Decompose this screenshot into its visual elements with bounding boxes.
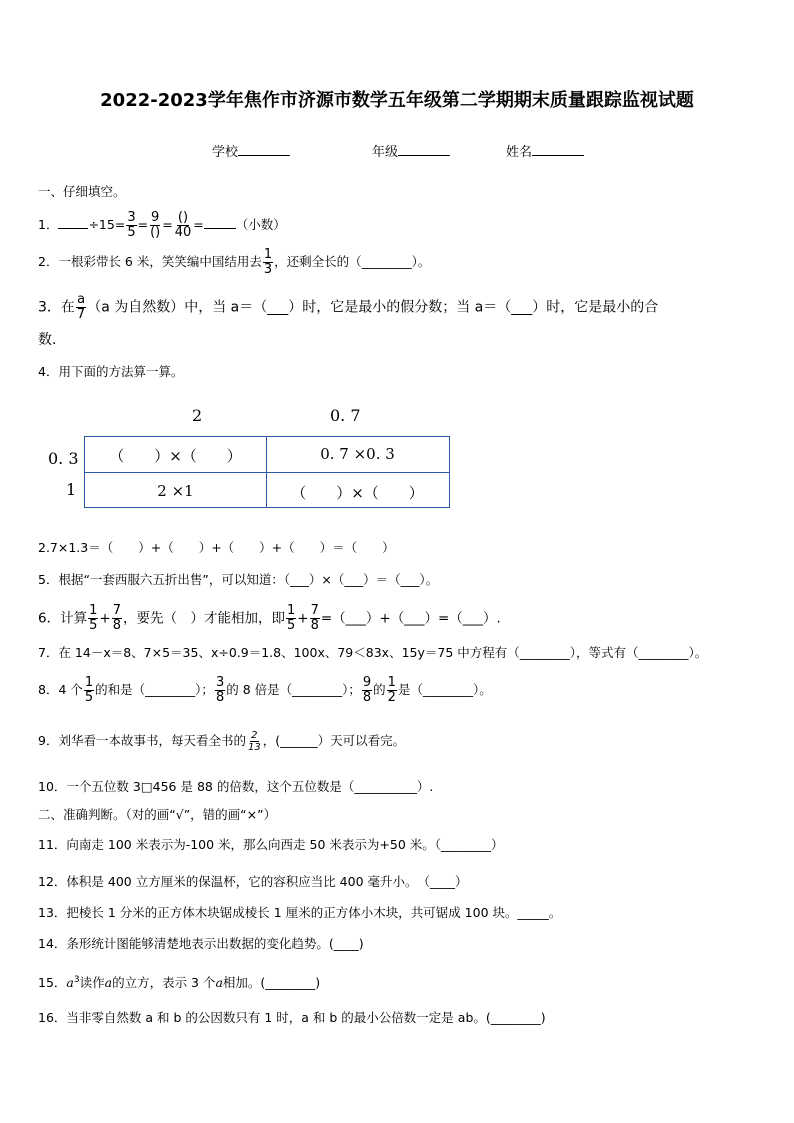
grid-top-right-label: 0. 7	[330, 406, 361, 425]
grid-cell-2-1: 2 ×1	[157, 482, 194, 500]
grid-cell-1-2: 0. 7 ×0. 3	[320, 445, 395, 463]
grid-cell-1-1[interactable]: （ ）×（ ）	[109, 447, 242, 465]
question-4: 4．用下面的方法算一算。	[38, 364, 184, 379]
question-2: 2．一根彩带长 6 米，笑笑编中国结用去 $\frac{1}{3}$ ，还剩全长的（________）。	[38, 247, 431, 277]
question-6: 6．计算 $\frac{1}{5}$ + $\frac{7}{8}$ ，要先（ ）才能相加，即 $\frac{1}{5}$ + $\frac{7}{8}$ =（___）+（___）=（___）.	[38, 603, 501, 633]
question-7: 7．在 14－x＝8、7×5＝35、x÷0.9＝1.8、100x、79＜83x、15y＝75 中方程有（________），等式有（________）。	[38, 645, 708, 660]
school-field[interactable]	[212, 141, 290, 160]
school-label: 学校	[212, 145, 239, 160]
question-10: 10．一个五位数 3□456 是 88 的倍数，这个五位数是（__________）.	[38, 779, 434, 794]
question-9: 9．刘华看一本故事书，每天看全书的 $\frac{2}{13}$ ，(______）天可以看完。	[38, 730, 406, 753]
question-4-expression: 2.7×1.3＝（ ）+（ ）+（ ）+（ ）＝（ ）	[38, 540, 395, 555]
question-11: 11．向南走 100 米表示为-100 米，那么向西走 50 米表示为+50 米。（________）	[38, 837, 504, 852]
question-3-continued: 数.	[38, 332, 57, 348]
grade-field[interactable]	[372, 141, 450, 160]
question-3: 3．在 $\frac{a}{7}$ （a 为自然数）中，当 a＝（___）时，它是最小的假分数；当 a＝（___）时，它是最小的合	[38, 292, 659, 322]
question-15: 15．$a^3$读作a的立方，表示 3 个a相加。(________)	[38, 975, 321, 991]
multiplication-grid	[84, 436, 450, 508]
question-13: 13．把棱长 1 分米的正方体木块锯成棱长 1 厘米的正方体小木块，共可锯成 100 块。_____。	[38, 905, 562, 920]
page-title: 2022-2023学年焦作市济源市数学五年级第二学期期末质量跟踪监视试题	[100, 90, 694, 111]
grid-top-left-label: 2	[192, 406, 203, 425]
name-label: 姓名	[506, 145, 533, 160]
question-5: 5．根据“一套西服六五折出售”，可以知道：（___）×（___）＝（___）。	[38, 572, 439, 587]
section-heading-judge: 二、准确判断。（对的画“√”，错的画“×”）	[38, 807, 277, 822]
grid-left-bottom-label: 1	[66, 480, 77, 499]
question-8: 8．4 个 $\frac{1}{5}$ 的和是（________）； $\frac{3}{8}$ 的 8 倍是（________）； $\frac{9}{8}$ 的 $\frac{1}{2}$ 是（________）。	[38, 675, 492, 705]
grid-left-top-label: 0. 3	[48, 449, 79, 468]
name-field[interactable]	[506, 141, 584, 160]
question-12: 12．体积是 400 立方厘米的保温杯，它的容积应当比 400 毫升小。 （____）	[38, 874, 468, 889]
grid-cell-2-2[interactable]: （ ）×（ ）	[291, 484, 424, 502]
question-1: 1． ÷15= $\frac{3}{5}$ = $\frac{9}{()}$ = $\frac{()}{40}$ = （小数）	[38, 210, 286, 240]
section-heading-fill: 一、仔细填空。	[38, 184, 126, 199]
question-14: 14．条形统计图能够清楚地表示出数据的变化趋势。(____)	[38, 936, 364, 951]
question-16: 16．当非零自然数 a 和 b 的公因数只有 1 时，a 和 b 的最小公倍数一定是 ab。(________)	[38, 1010, 546, 1025]
grade-label: 年级	[372, 145, 399, 160]
